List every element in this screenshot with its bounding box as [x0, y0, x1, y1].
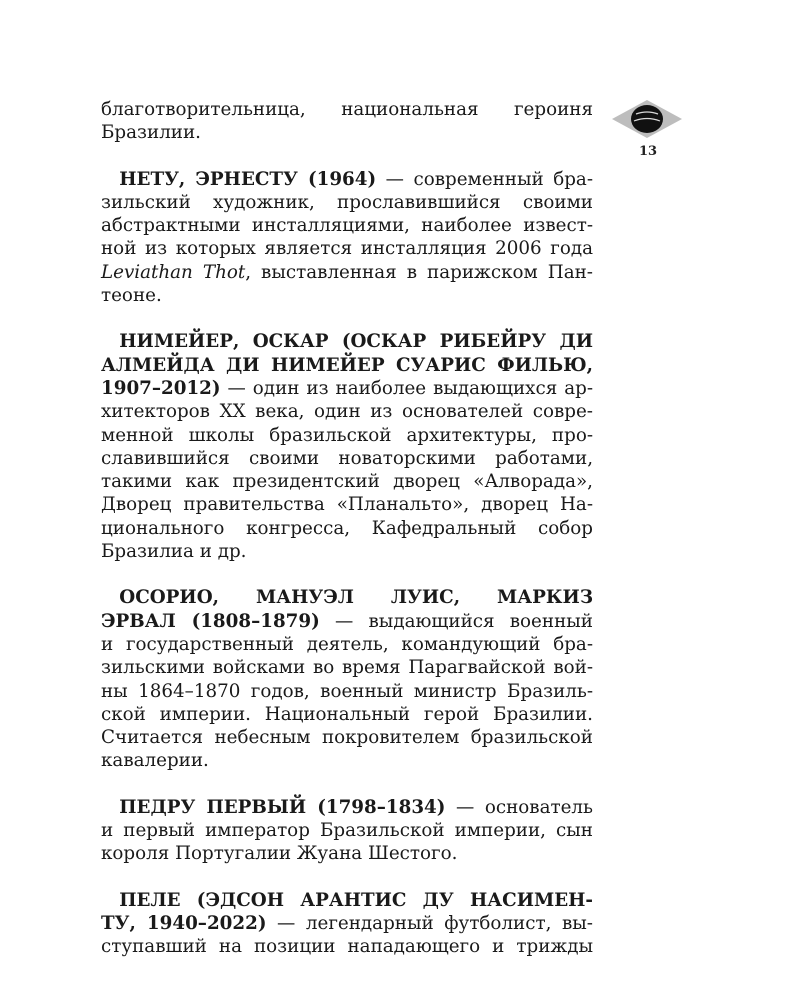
- text-line: [101, 610, 593, 633]
- entry-netu: [101, 168, 593, 308]
- text-line: славившийся своими новаторскими работами,: [101, 447, 593, 469]
- entry-heading: ОСОРИО, МАНУЭЛ ЛУИС, МАРКИЗ: [119, 587, 593, 609]
- page-number: 13: [638, 144, 658, 159]
- text-line: Считается небесным покровителем бразильской: [101, 727, 593, 749]
- text-line: [101, 330, 593, 353]
- entry-text: — современный бра-: [376, 168, 594, 190]
- entry-heading: ПЕДРУ ПЕРВЫЙ (1798–1834): [119, 796, 446, 818]
- text-line: короля Португалии Жуана Шестого.: [101, 843, 458, 865]
- text-line: ны 1864–1870 годов, военный министр Бразиль-: [101, 680, 593, 702]
- entry-pedro: [101, 796, 593, 866]
- text-line: хитекторов XX века, один из основателей совре-: [101, 401, 593, 423]
- text-line: кавалерии.: [101, 750, 209, 772]
- text-line: и государственный деятель, командующий бра-: [101, 633, 593, 655]
- entry-heading: АЛМЕЙДА ДИ НИМЕЙЕР СУАРИС ФИЛЬЮ,: [101, 354, 593, 376]
- entry-text: — основатель: [445, 796, 593, 818]
- page-body: [101, 98, 593, 959]
- text-line: ционального конгресса, Кафедральный собор: [101, 517, 593, 539]
- text-line: [101, 912, 593, 935]
- text-line: [101, 377, 593, 400]
- text-line: зильский художник, прославившийся своими: [101, 191, 593, 213]
- entry-text: , выставленная в парижском Пан-: [245, 261, 593, 283]
- text-line: такими как президентский дворец «Алворада»,: [101, 471, 593, 493]
- text-line: ступавший на позиции нападающего и трижды: [101, 936, 593, 958]
- text-line: [101, 889, 593, 912]
- entry-text: — легендарный футболист, вы-: [266, 912, 593, 934]
- entry-heading: НИМЕЙЕР, ОСКАР (ОСКАР РИБЕЙРУ ДИ: [119, 331, 593, 353]
- text-line: менной школы бразильской архитектуры, про-: [101, 424, 593, 446]
- text-line: абстрактными инсталляциями, наиболее извест-: [101, 215, 593, 237]
- text-line: ской империи. Национальный герой Бразилии.: [101, 703, 593, 725]
- entry-osorio: [101, 586, 593, 772]
- football-badge-icon: [612, 100, 682, 138]
- intro-paragraph: [101, 98, 593, 145]
- text-line: и первый император Бразильской империи, сын: [101, 820, 593, 842]
- text-line: Бразилиа и др.: [101, 541, 247, 563]
- entry-heading: ЭРВАЛ (1808–1879): [101, 610, 320, 632]
- text-line: теоне.: [101, 285, 162, 307]
- entry-text: — один из наиболее выдающихся ар-: [220, 377, 593, 399]
- text-line: зильскими войсками во время Парагвайской вой-: [101, 657, 593, 679]
- entry-heading: ТУ, 1940–2022): [101, 912, 267, 934]
- entry-nimeyer: [101, 330, 593, 563]
- artwork-title: Leviathan Thot: [101, 261, 246, 283]
- text-line: благотворительница, национальная героиня: [101, 99, 593, 120]
- text-line: [101, 586, 593, 609]
- text-line: [101, 168, 593, 191]
- entry-pele: [101, 889, 593, 959]
- text-line: Бразилии.: [101, 122, 201, 144]
- entry-text: — выдающийся военный: [319, 610, 593, 632]
- text-line: ной из которых является инсталляция 2006 года: [101, 238, 593, 260]
- entry-heading: ПЕЛЕ (ЭДСОН АРАНТИС ДУ НАСИМЕН-: [119, 889, 593, 911]
- text-line: Дворец правительства «Планальто», дворец На-: [101, 494, 593, 516]
- text-line: [101, 261, 593, 284]
- entry-heading: НЕТУ, ЭРНЕСТУ (1964): [119, 168, 377, 190]
- text-line: [101, 796, 593, 819]
- entry-heading: 1907–2012): [101, 377, 221, 399]
